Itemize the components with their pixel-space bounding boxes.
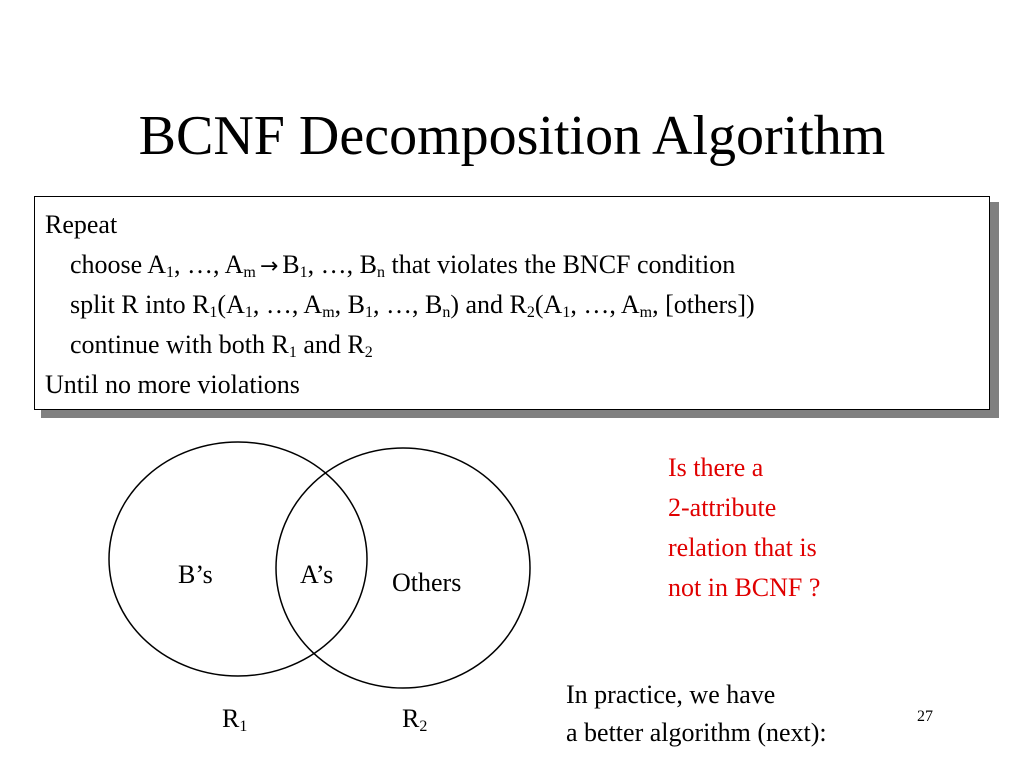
venn-label-as: A’s [300,560,334,589]
algo-line-choose: choose $A_1$, …, $A_m \to B_1$, …, $B_n$ that violates the BNCF condition [70,250,736,281]
venn-label-r1: $R_1$ [222,704,248,735]
venn-label-others: Others [392,568,462,597]
slide-title: BCNF Decomposition Algorithm [138,105,886,167]
algo-line-repeat: Repeat [45,210,118,239]
algo-line-until: Until no more violations [45,370,300,399]
venn-label-r2: $R_2$ [402,704,428,735]
algo-line-continue: continue with both $R_1$ and $R_2$ [70,330,373,361]
page-number: 27 [917,708,933,725]
question-text: Is there a 2-attribute relation that is not in BCNF ? [668,453,821,602]
venn-label-bs: B’s [178,560,213,589]
venn-circle-r1 [109,442,367,676]
arrow-right-icon: → [259,254,279,279]
practice-note: In practice, we have a better algorithm (next): [566,680,827,747]
algo-line-split: split R into $R_1(A_1$, …, $A_m$, $B_1$, …, $B_n$) and $R_2(A_1$, …, $A_m$, [others]) [70,290,755,321]
